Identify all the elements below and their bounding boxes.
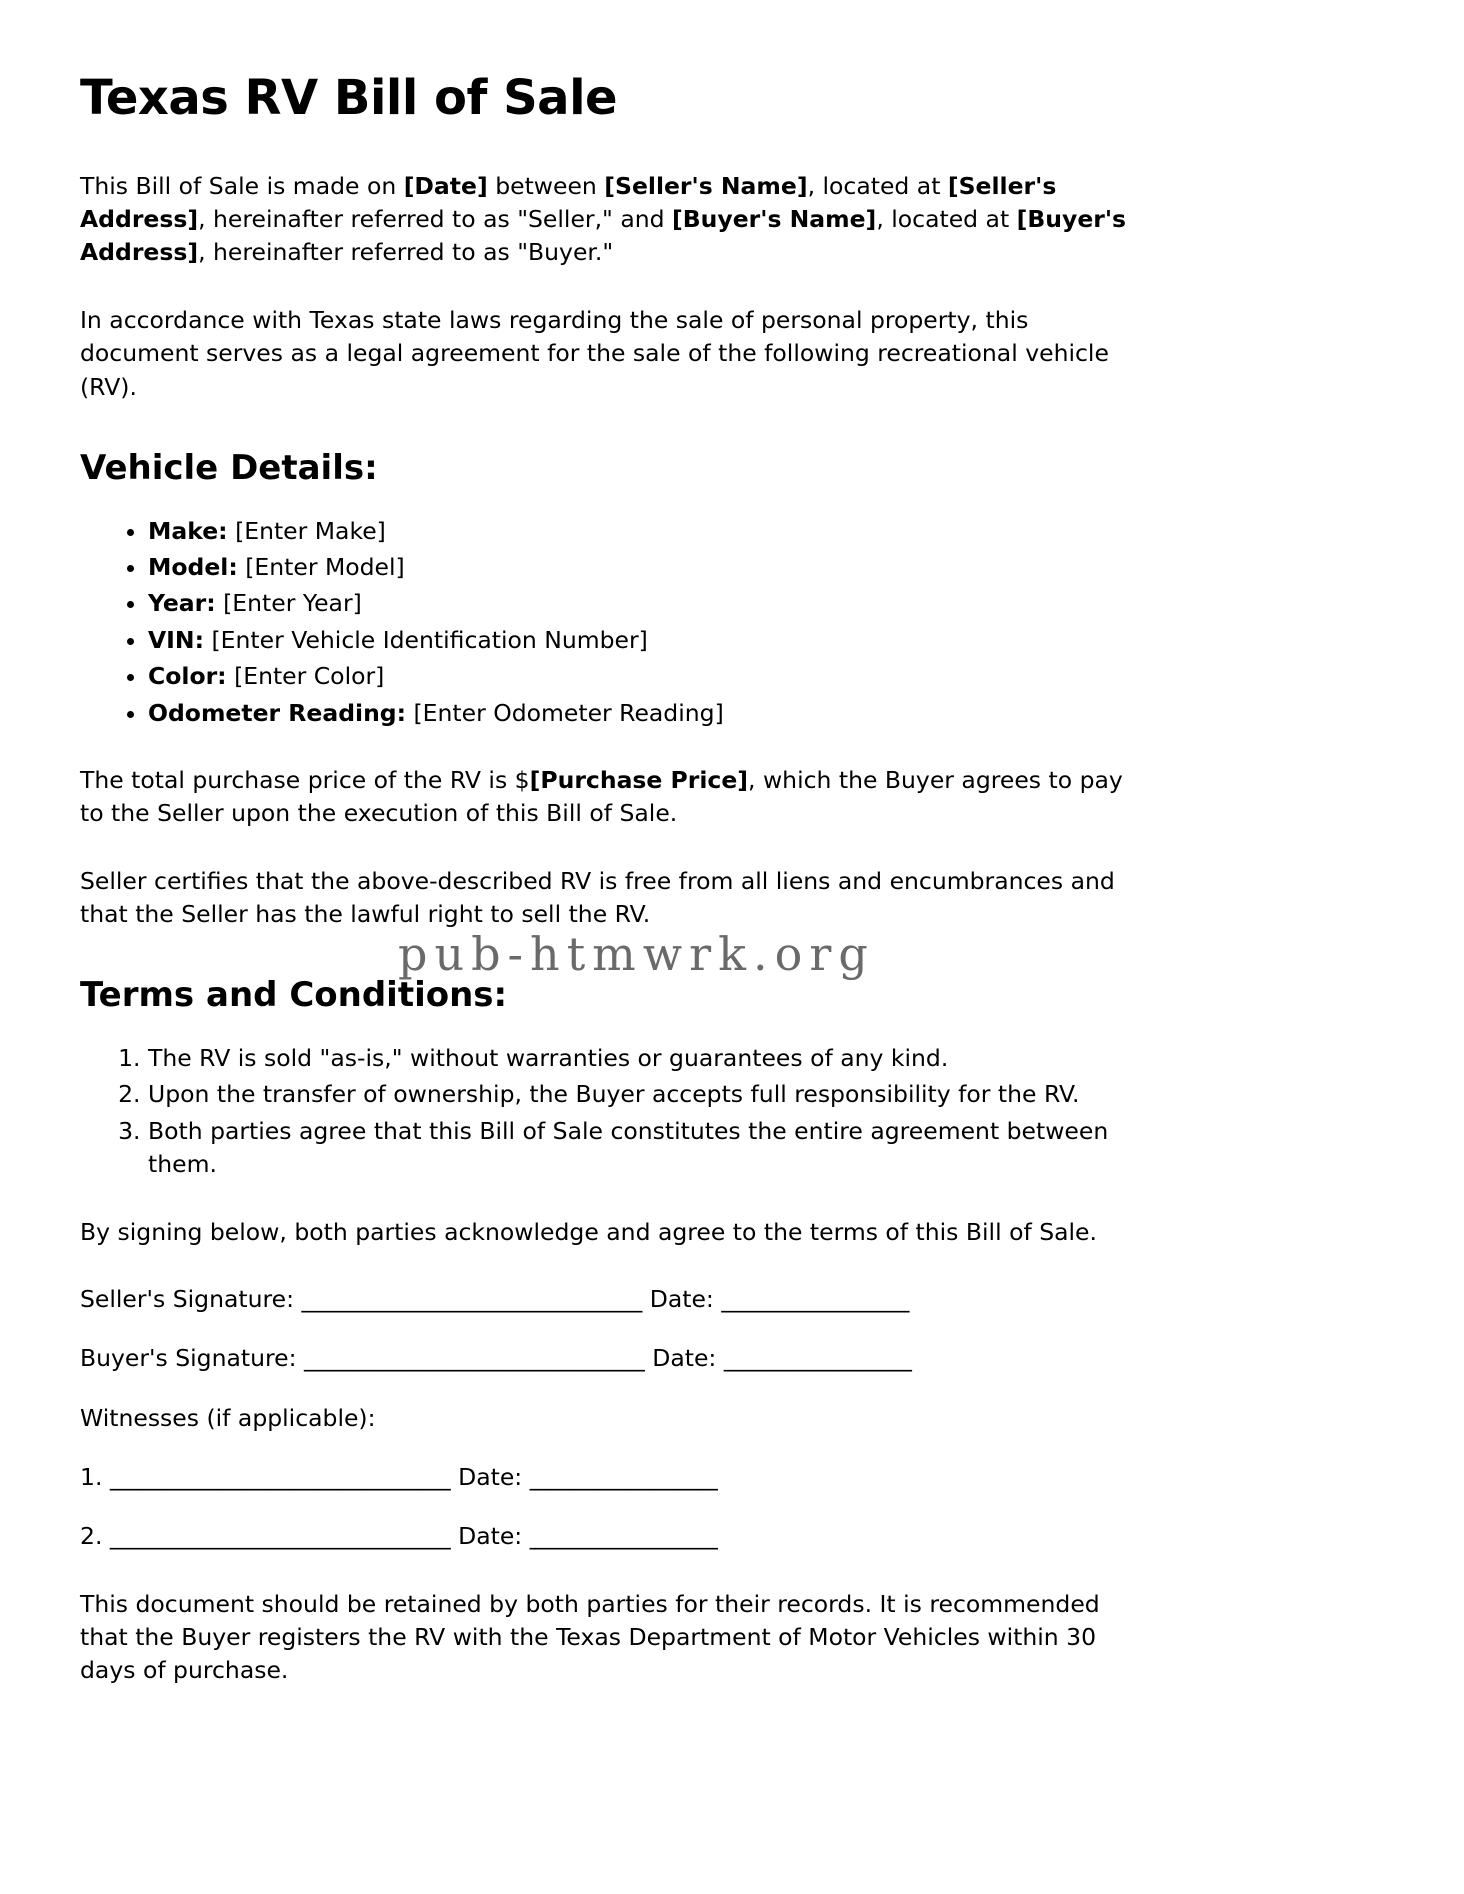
- list-item: [148, 624, 1384, 657]
- witness-2-line[interactable]: _____________________________: [109, 1522, 451, 1551]
- witness-1-row: [80, 1461, 1384, 1494]
- buyer-date-label: Date:: [652, 1344, 717, 1373]
- detail-label-make: Make:: [148, 516, 228, 545]
- detail-value-odometer: [Enter Odometer Reading]: [413, 698, 724, 727]
- witness-2-number: 2.: [80, 1522, 103, 1551]
- witness-1-number: 1.: [80, 1462, 103, 1491]
- seller-date-line[interactable]: ________________: [721, 1284, 910, 1313]
- vehicle-details-heading: Vehicle Details:: [80, 447, 378, 488]
- detail-value-year: [Enter Year]: [223, 589, 362, 618]
- witness-1-date-line[interactable]: ________________: [529, 1462, 718, 1491]
- price-text-1: The total purchase price of the RV is $: [80, 765, 530, 794]
- detail-label-vin: VIN:: [148, 625, 204, 654]
- seller-signature-row: [80, 1283, 1384, 1316]
- signature-intro-paragraph: By signing below, both parties acknowledge and agree to the terms of this Bill of Sale.: [80, 1217, 1097, 1246]
- list-item: 1. The RV is sold "as-is," without warranties or guarantees of any kind.: [148, 1042, 1178, 1075]
- terms-and-conditions-heading: Terms and Conditions:: [80, 975, 508, 1016]
- vehicle-details-list: [80, 515, 1384, 730]
- intro-text-2: between: [487, 171, 605, 200]
- detail-value-vin: [Enter Vehicle Identification Number]: [211, 625, 648, 654]
- seller-signature-label: Seller's Signature:: [80, 1284, 295, 1313]
- detail-value-model: [Enter Model]: [245, 553, 405, 582]
- detail-value-color: [Enter Color]: [234, 662, 385, 691]
- list-item: 2. Upon the transfer of ownership, the Buyer accepts full responsibility for the RV.: [148, 1078, 1178, 1111]
- intro-paragraph-parties: [80, 170, 1150, 270]
- buyer-signature-line[interactable]: _____________________________: [304, 1344, 645, 1373]
- closing-paragraph: This document should be retained by both parties for their records. It is recommended that the Buyer registers the RV with the Texas Department of Motor Vehicles within 30 days of purchase.: [80, 1589, 1100, 1685]
- buyer-date-line[interactable]: ________________: [723, 1344, 912, 1373]
- list-item: [148, 551, 1384, 584]
- page-title: Texas RV Bill of Sale: [80, 70, 618, 126]
- detail-label-odometer: Odometer Reading:: [148, 698, 407, 727]
- placeholder-buyer-address: [Buyer's Address]: [80, 205, 1127, 267]
- placeholder-seller-address: [Seller's Address]: [80, 171, 1057, 234]
- intro-text-3: , located at: [807, 171, 948, 200]
- witness-heading: Witnesses (if applicable):: [80, 1403, 376, 1432]
- detail-label-model: Model:: [148, 553, 238, 582]
- witness-2-row: [80, 1520, 1384, 1553]
- placeholder-buyer-name: [Buyer's Name]: [672, 205, 877, 234]
- witness-1-date-label: Date:: [458, 1462, 523, 1491]
- terms-list: [80, 1042, 1384, 1181]
- list-item: [148, 515, 1384, 548]
- purchase-price-paragraph: [80, 764, 1150, 831]
- placeholder-date: [Date]: [403, 171, 488, 200]
- buyer-signature-label: Buyer's Signature:: [80, 1344, 297, 1373]
- witness-2-date-label: Date:: [458, 1522, 523, 1551]
- liens-paragraph: Seller certifies that the above-described RV is free from all liens and encumbrances and that the Seller has the lawful right to sell the RV.: [80, 866, 1115, 928]
- placeholder-seller-name: [Seller's Name]: [604, 171, 808, 200]
- seller-signature-line[interactable]: _____________________________: [301, 1284, 643, 1313]
- intro-text-1: This Bill of Sale is made on: [80, 171, 404, 200]
- detail-value-make: [Enter Make]: [235, 516, 386, 545]
- witness-2-date-line[interactable]: ________________: [529, 1522, 718, 1551]
- buyer-signature-row: [80, 1342, 1384, 1375]
- list-item: [148, 697, 1384, 730]
- intro-text-4: , hereinafter referred to as "Seller," and: [198, 205, 673, 234]
- intro-text-6: , hereinafter referred to as "Buyer.": [198, 238, 614, 267]
- intro-text-5: , located at: [876, 205, 1017, 234]
- list-item: 3. Both parties agree that this Bill of Sale constitutes the entire agreement between them.: [148, 1115, 1178, 1182]
- list-item: [148, 660, 1384, 693]
- detail-label-year: Year:: [148, 589, 216, 618]
- witness-1-line[interactable]: _____________________________: [109, 1462, 451, 1491]
- price-text-2: , which the Buyer agrees to pay to the Seller upon the execution of this Bill of Sale.: [80, 765, 1123, 828]
- detail-label-color: Color:: [148, 662, 227, 691]
- placeholder-purchase-price: [Purchase Price]: [529, 765, 749, 794]
- site-watermark: pub-htmwrk.org: [398, 927, 875, 981]
- list-item: [148, 587, 1384, 620]
- intro-paragraph-law: In accordance with Texas state laws regarding the sale of personal property, this document serves as a legal agreement for the sale of the following recreational vehicle (RV).: [80, 305, 1109, 401]
- seller-date-label: Date:: [649, 1284, 714, 1313]
